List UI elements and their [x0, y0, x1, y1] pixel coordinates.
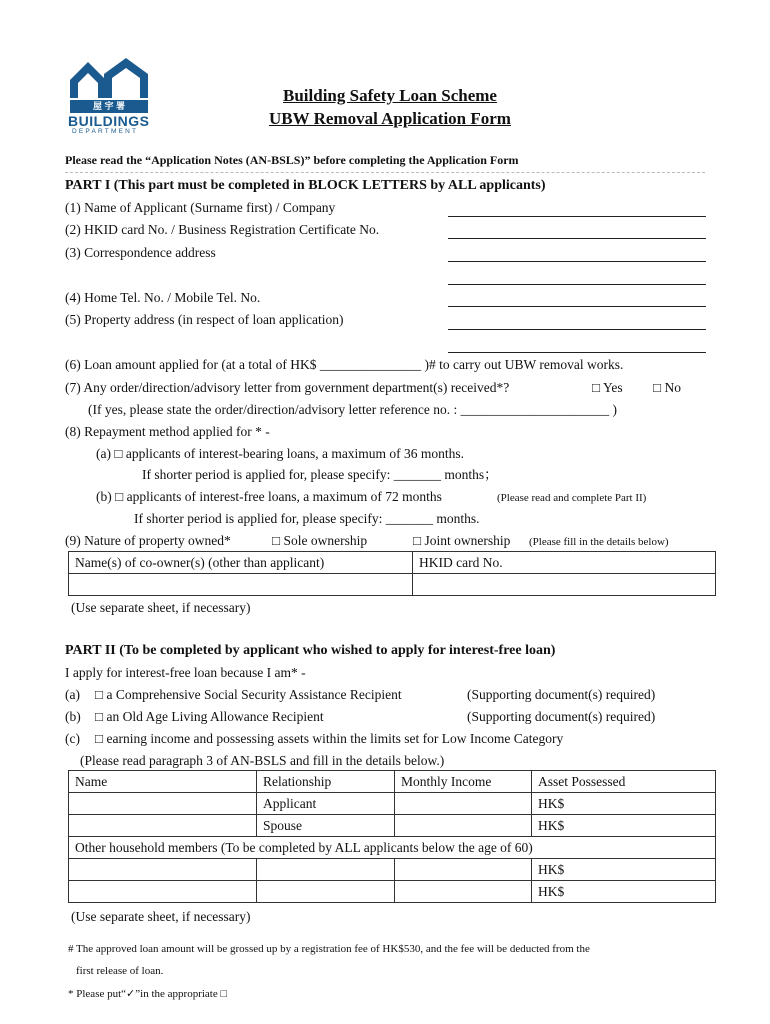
footnote-star — [68, 986, 227, 1002]
form-title-line2: UBW Removal Application Form — [269, 109, 511, 128]
household-table — [68, 770, 716, 903]
header-name: Name — [69, 771, 257, 793]
coowner-hkid-header: HKID card No. — [413, 552, 716, 574]
q8b-shorter: If shorter period is applied for, please specify: _______ months. — [134, 511, 480, 526]
relationship-applicant: Applicant — [257, 793, 395, 815]
property-address-field-line2[interactable] — [448, 352, 706, 353]
coowner-hkid-cell[interactable] — [413, 574, 716, 596]
header-asset: Asset Possessed — [532, 771, 716, 793]
other-household-members: Other household members (To be completed by ALL applicants below the age of 60) — [69, 837, 716, 859]
option-b-doc: (Supporting document(s) required) — [467, 709, 656, 724]
q4-label: (4) Home Tel. No. / Mobile Tel. No. — [65, 290, 261, 305]
part1-heading: PART I (This part must be completed in BLOCK LETTERS by ALL applicants) — [65, 178, 546, 193]
member1-asset-cell[interactable]: HK$ — [532, 859, 716, 881]
spouse-income-cell[interactable] — [395, 815, 532, 837]
header-monthly-income: Monthly Income — [395, 771, 532, 793]
option-b-oala[interactable]: □ an Old Age Living Allowance Recipient — [95, 709, 324, 724]
q2-label: (2) HKID card No. / Business Registration Certificate No. — [65, 222, 380, 237]
application-notes-notice: Please read the “Application Notes (AN-BSLS)” before completing the Application Form — [65, 153, 519, 167]
coowner-table — [68, 551, 716, 596]
table-row — [69, 552, 716, 574]
form-title-line1: Building Safety Loan Scheme — [283, 86, 497, 105]
part2-heading: PART II (To be completed by applicant who wished to apply for interest-free loan) — [65, 643, 556, 658]
q7-label: (7) Any order/direction/advisory letter from government department(s) received*? — [65, 380, 510, 395]
applicant-income-cell[interactable] — [395, 793, 532, 815]
address-field-line2[interactable] — [448, 284, 706, 285]
q8a-shorter: If shorter period is applied for, please specify: _______ months； — [142, 467, 498, 482]
spouse-name-cell[interactable] — [69, 815, 257, 837]
applicant-name-cell[interactable] — [69, 793, 257, 815]
tel-field[interactable] — [448, 306, 706, 307]
member1-income-cell[interactable] — [395, 859, 532, 881]
tick-icon: ✓ — [126, 987, 136, 1000]
footnote-star-pre: * Please put“ — [68, 988, 127, 1000]
applicant-asset-cell[interactable]: HK$ — [532, 793, 716, 815]
header-relationship: Relationship — [257, 771, 395, 793]
q8b-option[interactable]: (b) □ applicants of interest-free loans, a maximum of 72 months — [96, 489, 442, 504]
spouse-asset-cell[interactable]: HK$ — [532, 815, 716, 837]
member1-name-cell[interactable] — [69, 859, 257, 881]
coowner-name-cell[interactable] — [69, 574, 413, 596]
q6-label: (6) Loan amount applied for (at a total of HK$ _______________ )# to carry out UBW removal works. — [65, 357, 624, 372]
table-row — [69, 793, 716, 815]
relationship-spouse: Spouse — [257, 815, 395, 837]
table-row — [69, 837, 716, 859]
divider — [65, 172, 705, 173]
table-row — [69, 859, 716, 881]
q3-label: (3) Correspondence address — [65, 245, 216, 260]
table-row — [69, 815, 716, 837]
hkid-field[interactable] — [448, 238, 706, 239]
q9-joint-note: (Please fill in the details below) — [529, 536, 669, 548]
member2-asset-cell[interactable]: HK$ — [532, 881, 716, 903]
option-c-low-income[interactable]: □ earning income and possessing assets within the limits set for Low Income Category — [95, 731, 564, 746]
option-a-doc: (Supporting document(s) required) — [467, 687, 656, 702]
q1-label: (1) Name of Applicant (Surname first) / Company — [65, 200, 336, 215]
applicant-name-field[interactable] — [448, 216, 706, 217]
q8b-note: (Please read and complete Part II) — [497, 492, 647, 504]
part2-intro: I apply for interest-free loan because I am* - — [65, 665, 306, 680]
q7-reference: (If yes, please state the order/direction/advisory letter reference no. : ______________________ ) — [88, 402, 617, 417]
option-b-label: (b) — [65, 709, 81, 724]
property-address-field-line1[interactable] — [448, 329, 706, 330]
logo-name: BUILDINGS — [68, 113, 150, 129]
part1-separate-sheet-note: (Use separate sheet, if necessary) — [71, 600, 251, 615]
part2-separate-sheet-note: (Use separate sheet, if necessary) — [71, 909, 251, 924]
member2-relationship-cell[interactable] — [257, 881, 395, 903]
address-field-line1[interactable] — [448, 261, 706, 262]
table-row — [69, 771, 716, 793]
q8a-option[interactable]: (a) □ applicants of interest-bearing loans, a maximum of 36 months. — [96, 446, 465, 461]
q9-label: (9) Nature of property owned* — [65, 533, 231, 548]
table-row — [69, 574, 716, 596]
option-a-label: (a) — [65, 687, 80, 702]
table-row — [69, 881, 716, 903]
footnote-hash-line1: # The approved loan amount will be grossed up by a registration fee of HK$530, and the fee will be deducted from the — [68, 943, 590, 955]
option-c-label: (c) — [65, 731, 80, 746]
q7-yes-checkbox[interactable]: □ Yes — [592, 380, 623, 395]
member2-name-cell[interactable] — [69, 881, 257, 903]
q8-label: (8) Repayment method applied for * - — [65, 424, 270, 439]
logo-sub: DEPARTMENT — [72, 128, 139, 135]
q7-no-checkbox[interactable]: □ No — [653, 380, 682, 395]
member2-income-cell[interactable] — [395, 881, 532, 903]
q9-sole-checkbox[interactable]: □ Sole ownership — [272, 533, 368, 548]
footnote-hash-line2: first release of loan. — [76, 965, 164, 977]
logo-chinese: 屋 宇 署 — [70, 100, 148, 113]
footnote-star-post: ”in the appropriate □ — [135, 988, 228, 1000]
q9-joint-checkbox[interactable]: □ Joint ownership — [413, 533, 511, 548]
coowner-name-header: Name(s) of co-owner(s) (other than applicant) — [69, 552, 413, 574]
q5-label: (5) Property address (in respect of loan application) — [65, 312, 344, 327]
member1-relationship-cell[interactable] — [257, 859, 395, 881]
option-c-note: (Please read paragraph 3 of AN-BSLS and fill in the details below.) — [80, 753, 445, 768]
option-a-cssa[interactable]: □ a Comprehensive Social Security Assistance Recipient — [95, 687, 402, 702]
